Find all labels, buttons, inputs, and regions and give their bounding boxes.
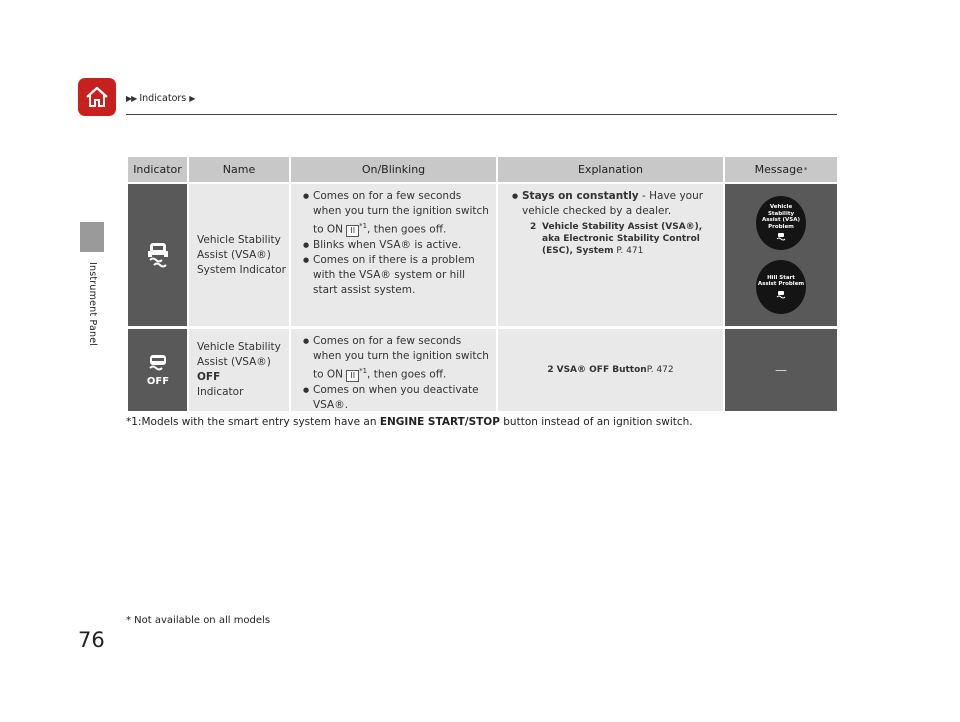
indicator-table	[128, 157, 837, 411]
breadcrumb[interactable]	[126, 93, 194, 104]
vsa-messages	[725, 184, 837, 326]
list-item: ● Comes on if there is a problem with the VSA® system or hill start assist system.	[303, 253, 490, 298]
breadcrumb-trail-icon: ▶	[189, 94, 195, 103]
footnote-ignition: *1:Models with the smart entry system have an ENGINE START/STOP button instead of an ignition switch.	[126, 416, 693, 428]
list-item: ● Comes on for a few seconds when you turn the ignition switch to ON II $^{*1}$, then goes off.	[303, 334, 490, 383]
list-item: ● Comes on when you deactivate VSA®.	[303, 383, 490, 413]
ignition-key-ii: II	[346, 370, 359, 382]
home-button[interactable]	[78, 78, 116, 116]
home-icon	[84, 84, 110, 110]
table-row	[128, 184, 837, 326]
vsa-explanation	[498, 184, 723, 326]
vsa-off-explanation[interactable]: 2 VSA® OFF Button P. 472	[498, 329, 723, 411]
section-label: Instrument Panel	[87, 262, 98, 347]
reference-arrow-icon: 2	[547, 365, 554, 375]
vsa-on-blinking	[291, 184, 496, 326]
col-indicator: Indicator	[128, 157, 187, 182]
col-name: Name	[189, 157, 289, 182]
page-number: 76	[78, 628, 105, 652]
table-row	[128, 329, 837, 411]
footnote-availability: * Not available on all models	[126, 615, 271, 626]
reference-link[interactable]: 2 Vehicle Stability Assist (VSA®), aka Electronic Stability Control (ESC), System P. 471	[530, 222, 703, 256]
vsa-off-indicator-cell	[128, 329, 187, 411]
breadcrumb-indicators[interactable]: Indicators	[139, 93, 187, 104]
vsa-off-icon	[144, 353, 172, 387]
message-vsa-problem: Vehicle Stability Assist (VSA) Problem	[756, 196, 806, 250]
vsa-off-on-blinking	[291, 329, 496, 411]
ignition-key-ii: II	[346, 225, 359, 237]
vsa-skid-icon	[145, 240, 171, 270]
col-explanation: Explanation	[498, 157, 723, 182]
svg-text:OFF: OFF	[146, 376, 169, 387]
vsa-name: Vehicle Stability Assist (VSA®) System Indicator	[189, 184, 289, 326]
col-on-blinking: On/Blinking	[291, 157, 496, 182]
vsa-skid-icon	[776, 232, 786, 242]
vsa-off-name: Vehicle Stability Assist (VSA®) OFF Indicator	[189, 329, 289, 411]
reference-arrow-icon: 2	[530, 222, 537, 232]
vsa-off-message: —	[725, 329, 837, 411]
col-message: Message *	[725, 157, 837, 182]
vsa-indicator-cell	[128, 184, 187, 326]
vsa-skid-icon	[776, 290, 786, 300]
table-header	[128, 157, 837, 182]
list-item: ● Blinks when VSA® is active.	[303, 238, 490, 253]
list-item: ● Stays on constantly - Have your vehicle checked by a dealer.	[512, 189, 717, 219]
header-rule	[126, 114, 837, 115]
section-tab[interactable]	[80, 222, 104, 252]
breadcrumb-arrows-icon: ▶▶	[126, 94, 137, 103]
message-hill-start-problem: Hill Start Assist Problem	[756, 260, 806, 314]
list-item: ● Comes on for a few seconds when you turn the ignition switch to ON II $^{*1}$, then goes off.	[303, 189, 490, 238]
